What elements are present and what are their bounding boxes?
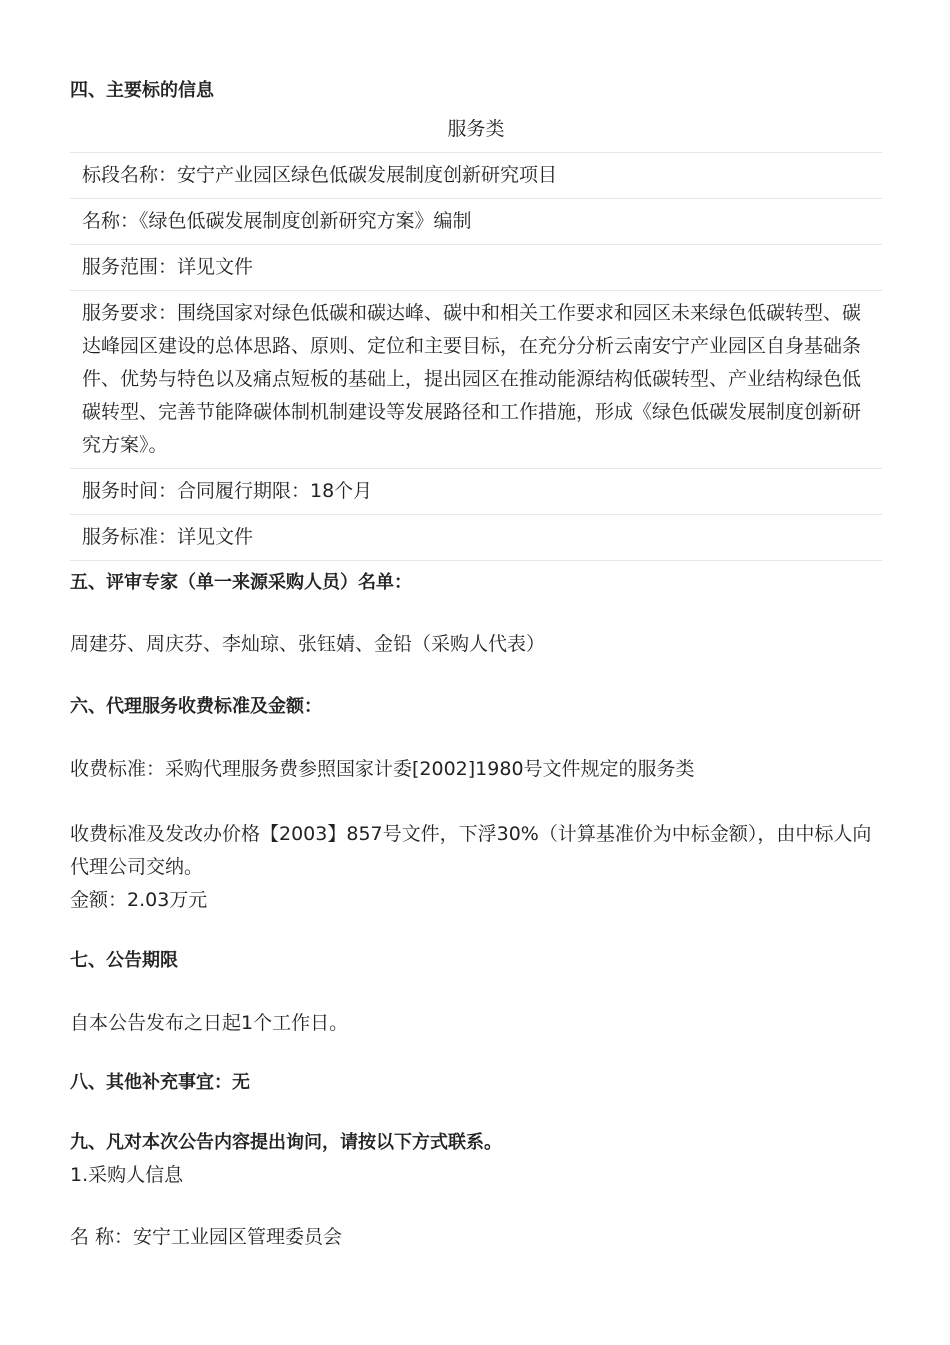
expert-list: 周建芬、周庆芬、李灿琼、张钰婧、金铅（采购人代表）: [70, 633, 546, 655]
service-scope-cell: 服务范围：详见文件: [70, 245, 882, 291]
fee-amount: 金额：2.03万元: [70, 889, 208, 911]
table-row: [70, 245, 882, 291]
section-7-title: 七、公告期限: [70, 950, 178, 971]
table-row: [70, 469, 882, 515]
section-8-title: 八、其他补充事宜：无: [70, 1072, 250, 1093]
table-caption: 服务类: [447, 118, 505, 140]
purchaser-info-heading: 1.采购人信息: [70, 1164, 184, 1186]
section-9-title: 九、凡对本次公告内容提出询问，请按以下方式联系。: [70, 1132, 502, 1153]
notice-period: 自本公告发布之日起1个工作日。: [70, 1012, 349, 1034]
lot-name-cell: 标段名称：安宁产业园区绿色低碳发展制度创新研究项目: [70, 153, 882, 199]
fee-standard: 收费标准：采购代理服务费参照国家计委[2002]1980号文件规定的服务类: [70, 758, 695, 780]
service-requirements-cell: 服务要求：围绕国家对绿色低碳和碳达峰、碳中和相关工作要求和园区未来绿色低碳转型、碳达峰园区建设的总体思路、原则、定位和主要目标，在充分分析云南安宁产业园区自身基础条件、优势与特色以及痛点短板的基础上，提出园区在推动能源结构低碳转型、产业结构绿色低碳转型、完善节能降碳体制机制建设等发展路径和工作措施，形成《绿色低碳发展制度创新研究方案》。: [70, 291, 882, 469]
service-standard-cell: 服务标准：详见文件: [70, 515, 882, 561]
fee-detail: 收费标准及发改办价格【2003】857号文件，下浮30%（计算基准价为中标金额），由中标人向代理公司交纳。: [70, 823, 872, 878]
subject-info-table: [70, 152, 882, 561]
section-5-title: 五、评审专家（单一来源采购人员）名单：: [70, 572, 412, 593]
section-6-title: 六、代理服务收费标准及金额：: [70, 696, 322, 717]
purchaser-name: 名 称：安宁工业园区管理委员会: [70, 1226, 343, 1248]
table-row: [70, 153, 882, 199]
table-row: [70, 515, 882, 561]
section-4-title: 四、主要标的信息: [70, 80, 214, 101]
item-name-cell: 名称：《绿色低碳发展制度创新研究方案》编制: [70, 199, 882, 245]
table-row: [70, 291, 882, 469]
service-time-cell: 服务时间：合同履行期限：18个月: [70, 469, 882, 515]
table-row: [70, 199, 882, 245]
